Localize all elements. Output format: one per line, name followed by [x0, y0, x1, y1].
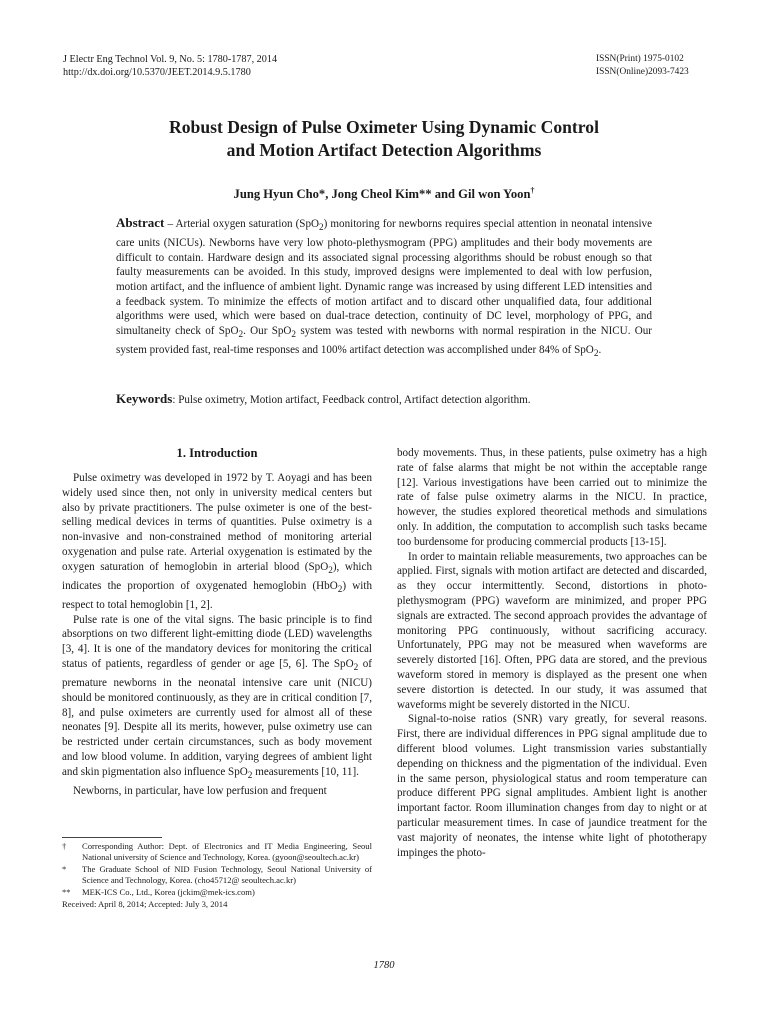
paragraph-text: measurements [10, 11]. — [252, 765, 359, 778]
abstract-text: system was tested with newborns with normal respiration in the NICU. Our system provided fast, real-time responses and 100% artifact detection was accomplished under 84% of SpO — [116, 325, 652, 357]
title-line-1: Robust Design of Pulse Oximeter Using Dynamic Control — [169, 117, 599, 137]
abstract — [116, 216, 652, 362]
paragraph-text: Pulse rate is one of the vital signs. The basic principle is to find absorptions on two different light-emitting diode (LED) wavelengths [3, 4]. It is one of the mandatory devices for monitoring the critical status of patients, regardless of gender or age [5, 6]. The SpO — [62, 613, 372, 670]
author-list — [60, 186, 708, 202]
issn-block — [596, 53, 689, 79]
issn-online: ISSN(Online)2093-7423 — [596, 67, 689, 77]
footnote-divider — [62, 837, 162, 838]
keywords-text: : Pulse oximetry, Motion artifact, Feedback control, Artifact detection algorithm. — [172, 394, 531, 406]
footnote-text: MEK-ICS Co., Ltd., Korea (jckim@mek-ics.com) — [82, 887, 255, 897]
issn-print: ISSN(Print) 1975-0102 — [596, 54, 684, 64]
footnote-text: Corresponding Author: Dept. of Electronics and IT Media Engineering, Seoul National university of Science and Technology, Korea. (gyoon@seoultech.ac.kr) — [82, 841, 372, 862]
subscript: 2 — [291, 330, 297, 341]
subscript: 2 — [337, 585, 343, 596]
paragraph-text: Pulse oximetry was developed in 1972 by T. Aoyagi and has been widely used since then, not only in university medical centers but also by private practitioners. The pulse oximeter is one of the best-selling medical devices in terms of quantities. Pulse oximetry is a non-invasive and non-constrained method of monitoring arterial oxygenation and pulse rate. Arterial oxygenation is estimated by the oxygen saturation of hemoglobin in arterial blood (SpO — [62, 472, 372, 573]
subscript: 2 — [247, 771, 253, 782]
paper-title — [60, 116, 708, 162]
footnote-text: The Graduate School of NID Fusion Technology, Seoul National University of Science and Technology, Korea. (cho45712@ seoultech.ac.kr) — [82, 864, 372, 885]
page-number: 1780 — [373, 960, 395, 971]
abstract-text: ) monitoring for newborns requires special attention in neonatal intensive care units (NICUs). Newborns have very low photo-plethysmogram (PPG) amplitudes and their body movements are difficult to contain. Hardware design and its associated signal processing algorithms should be robust enough so that faulty measurements can be avoided. In this study, improved designs were implemented to deal with low perfusion, motion artifact, and the influence of ambient light. Dynamic range was increased by using different LED intensities and a feedback system. To minimize the effects of motion artifact and to discard other unqualified data, four additional algorithms were used, which were based on dual-trace detection, continuity of DC level, morphology of PPG, and simultaneity check of SpO — [116, 218, 652, 338]
subscript: 2 — [593, 349, 599, 360]
footnotes — [62, 841, 372, 910]
footnote — [62, 864, 372, 886]
paragraph: Signal-to-noise ratios (SNR) vary greatly, for several reasons. First, there are individual differences in PPG signal amplitude due to different blood volumes. Light transmission varies substantially depending on thickness and the pigmentation of the individual. Even in the same person, physiological status and room temperature can produce different PPG signal amplitudes. Ambient light is another important factor. Room illumination changes from day to night or at particular measurement times. In case of jaundice treatment for the vast majority of neonates, the intense white light of phototherapy impinges the photo- — [397, 713, 707, 859]
author-names: Jung Hyun Cho*, Jong Cheol Kim** and Gil won Yoon — [233, 187, 531, 202]
paragraph-text: ) with respect to total hemoglobin [1, 2]. — [62, 579, 372, 611]
abstract-text: . — [598, 344, 602, 357]
footnote-mark: † — [62, 841, 67, 851]
abstract-text: Arterial oxygen saturation (SpO — [175, 218, 320, 230]
footnote — [62, 887, 372, 898]
section-heading: 1. Introduction — [176, 446, 258, 460]
keywords-label: Keywords — [116, 391, 173, 406]
abstract-label: Abstract — [116, 215, 165, 230]
journal-citation: J Electr Eng Technol Vol. 9, No. 5: 1780-1787, 2014 — [63, 54, 278, 65]
keywords — [116, 391, 676, 407]
abstract-text: . Our SpO — [243, 325, 292, 338]
paragraph: In order to maintain reliable measurements, two approaches can be applied. First, signals with motion artifact are detected and discarded, as they occur intermittently. Second, distortions in photo-plethysmogram (PPG) waveform are minimized, and proper PPG signals are extracted. The second approach provides the advantage of monitoring PPG continuously, without sacrificing accuracy. Unfortunately, PPG may not be measured when waveforms are severely distorted [16]. Often, PPG data are stored, and the previous waveform stored in memory is displayed as the present one when severe distortion is detected. In our study, it was assumed that waveforms might be severely distorted in the NICU. — [397, 550, 707, 711]
paragraph: body movements. Thus, in these patients, pulse oximetry has a high rate of false alarms that might be not within the acceptable range [12]. Various investigations have been carried out to minimize the rate of false pulse oximetry alarms in the NICU. In practice, however, the studies explored theoretical methods and simulations only. In addition, the computation to accomplish such tasks became too burdensome for producing commercial products [13-15]. — [397, 447, 707, 548]
footnote — [62, 841, 372, 863]
doi-link[interactable]: http://dx.doi.org/10.5370/JEET.2014.9.5.1780 — [63, 67, 251, 78]
footnote-mark: * — [62, 864, 67, 874]
right-column — [397, 446, 707, 860]
paragraph-text: of premature newborns in the neonatal intensive care unit (NICU) should be monitored continuously, as they are in critical condition [7, 8], and pulse oximeters are currently used for almost all of these neonates [9]. Despite all its merits, however, pulse oximetry use can be restricted under certain circumstances, such as body movement and low blood volume. In addition, varying degrees of ambient light and skin pigmentation also influence SpO — [62, 658, 373, 778]
title-line-2: and Motion Artifact Detection Algorithms — [226, 140, 542, 160]
footnote-mark: ** — [62, 887, 71, 897]
paragraph-text: ), which indicates the proportion of oxygenated hemoglobin (HbO — [62, 560, 372, 592]
corresponding-mark: † — [530, 186, 535, 195]
paragraph — [62, 613, 372, 784]
left-column — [62, 446, 372, 799]
paragraph — [62, 471, 372, 613]
abstract-dash: – — [164, 218, 176, 230]
subscript: 2 — [328, 566, 333, 576]
subscript: 2 — [353, 663, 359, 674]
subscript: 2 — [238, 330, 244, 341]
paragraph: Newborns, in particular, have low perfusion and frequent — [73, 784, 327, 797]
received-date: Received: April 8, 2014; Accepted: July 3, 2014 — [62, 899, 228, 909]
subscript: 2 — [319, 223, 324, 234]
journal-header — [63, 53, 277, 79]
